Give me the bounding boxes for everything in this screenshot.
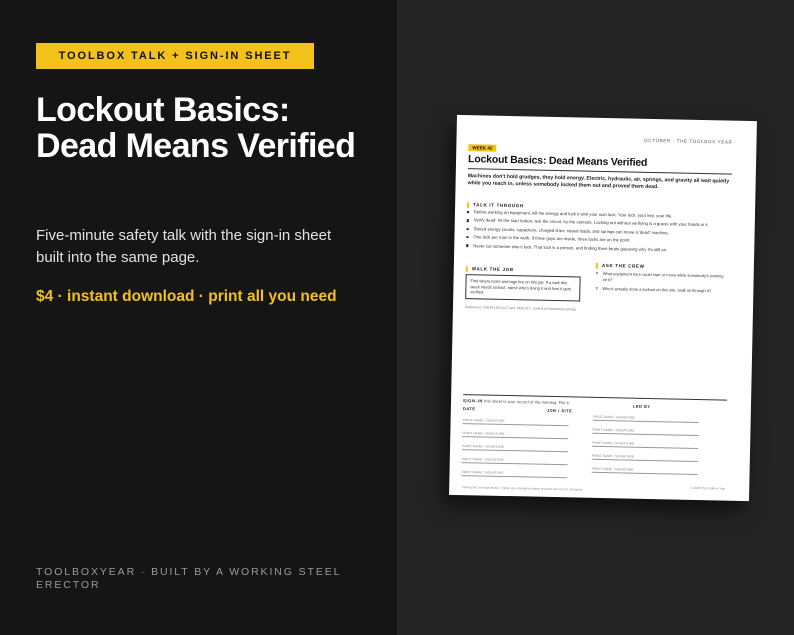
signature-slot: PRINT NAME / SIGNATURE <box>592 466 698 475</box>
doc-walk-box: Find where locks and tags live on this job. If a task this week needs lockout, name who's doing it and how it gets verified. <box>465 274 580 301</box>
list-item: ? What equipment here could start or move while somebody's working on it? <box>596 271 728 285</box>
product-type-badge: TOOLBOX TALK + SIGN-IN SHEET <box>36 43 314 69</box>
signature-slot: PRINT NAME / SIGNATURE <box>463 417 569 426</box>
document-preview <box>449 115 757 501</box>
signature-slot: PRINT NAME / SIGNATURE <box>462 443 568 452</box>
signature-slot: PRINT NAME / SIGNATURE <box>592 453 698 462</box>
list-item: Before working on equipment, kill the energy and lock it with your own lock. Your lock, your key, your life. <box>467 209 729 220</box>
doc-talk-list <box>466 209 729 256</box>
product-description: Five-minute safety talk with the sign-in sheet built into the same page. <box>36 227 332 266</box>
doc-section-talk: TALK IT THROUGH <box>467 202 524 209</box>
doc-col-date: DATE <box>462 406 476 412</box>
doc-col-job: JOB / SITE <box>546 407 573 414</box>
signature-slot: PRINT NAME / SIGNATURE <box>592 427 698 436</box>
doc-series-label: OCTOBER · THE TOOLBOX YEAR <box>644 137 733 145</box>
doc-question-list <box>595 271 727 298</box>
signature-slot: PRINT NAME / SIGNATURE <box>461 469 567 478</box>
doc-intro: Machines don't hold grudges, they hold energy. Electric, hydraulic, air, springs, and gravity all wait quietly while you reach in, unless somebody locked them out and proved them dead. <box>467 173 730 191</box>
doc-title: Lockout Basics: Dead Means Verified <box>467 153 648 169</box>
list-item: Stored energy counts: capacitors, charged lines, raised loads, and springs can move a 'dead' machine. <box>467 226 729 237</box>
list-item: ? Who's actually done a lockout on this site, walk us through it? <box>595 286 727 294</box>
list-item: Never cut someone else's lock. That lock is a person, and finding them beats guessing why it's still on. <box>466 243 728 254</box>
doc-signin-label: SIGN-IN <box>462 398 484 404</box>
doc-fine-print: Training aid, not legal advice. Follow your company's safety program and current standards. <box>461 485 584 492</box>
signature-slot: PRINT NAME / SIGNATURE <box>462 456 568 465</box>
doc-reference: Reference: OSHA 1910.147 and 1926.417, control of hazardous energy <box>464 305 577 312</box>
brand-footer: TOOLBOXYEAR · BUILT BY A WORKING STEEL ERECTOR <box>36 566 342 591</box>
doc-col-led: LED BY <box>632 403 651 410</box>
signature-slot: PRINT NAME / SIGNATURE <box>592 440 698 449</box>
signature-slot: PRINT NAME / SIGNATURE <box>593 414 699 423</box>
list-item: One lock per man in the work. If three guys are inside, three locks are on the point. <box>466 234 728 245</box>
doc-signin-heading <box>463 398 570 405</box>
price-line: $4 · instant download · print all you need <box>36 288 337 305</box>
doc-signin-note: this sheet is your record of the meeting. File it. <box>484 398 570 406</box>
doc-copyright: © 2026 The Toolbox Year <box>690 485 726 491</box>
doc-section-walk: WALK THE JOB <box>466 266 514 273</box>
doc-week-badge: WEEK 42 <box>468 144 496 152</box>
list-item: Verify dead: hit the start button, test the circuit, try the controls. Locking out without verifying is a guess with your hands in it. <box>467 218 729 229</box>
signature-slot: PRINT NAME / SIGNATURE <box>462 430 568 439</box>
product-title: Lockout Basics: Dead Means Verified <box>36 91 356 165</box>
doc-section-crew: ASK THE CREW <box>596 263 645 270</box>
